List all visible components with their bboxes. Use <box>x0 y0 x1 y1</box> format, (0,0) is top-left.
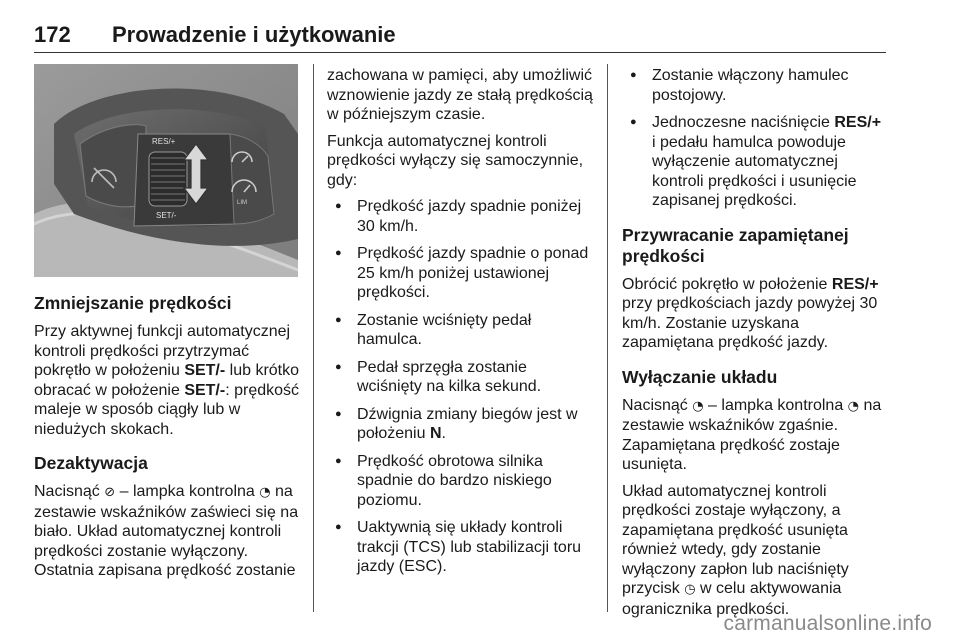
list-item: ● Uaktywnią się układy kontroli trakcji (TCS) lub stabilizacji toru jazdy (ESC). <box>327 518 595 577</box>
list-item: ● Zostanie włączony hamulec postojowy. <box>622 66 888 105</box>
column-divider <box>313 64 314 612</box>
steering-wheel-controls-figure <box>34 64 298 277</box>
paragraph-switch-off: Nacisnąć ◔ – lampka kontrolna ◔ na zestawie wskaźników zgaśnie. Zapamiętana prędkość zostaje usunięta. <box>622 396 882 473</box>
page-title: Prowadzenie i użytkowanie <box>112 22 396 47</box>
list-item: ● Dźwignia zmiany biegów jest w położeniu N. <box>327 405 595 444</box>
list-item: ● Zostanie wciśnięty pedał hamulca. <box>327 311 595 350</box>
paragraph-reduce-speed: Przy aktywnej funkcji automatycznej kontroli prędkości przytrzymać pokrętło w położeniu SET/- lub krótko obracać w położenie SET/-: prędkość maleje w sposób ciągły lub w niedużych skokach. <box>34 323 300 438</box>
auto-off-conditions-list <box>327 197 595 577</box>
section-heading-deactivation: Dezaktywacja <box>34 453 148 473</box>
list-item: ● Prędkość obrotowa silnika spadnie do bardzo niskiego poziomu. <box>327 452 595 511</box>
page-number: 172 <box>34 22 71 47</box>
auto-off-conditions-list-continued <box>622 66 888 211</box>
watermark: carmanualsonline.info <box>723 612 932 635</box>
cruise-control-icon: ◔ <box>847 398 860 414</box>
cruise-control-icon: ◔ <box>259 485 271 500</box>
list-item: ● Pedał sprzęgła zostanie wciśnięty na kilka sekund. <box>327 358 595 397</box>
paragraph-continued: zachowana w pamięci, aby umożliwić wznowienie jazdy ze stałą prędkością w późniejszym czasie. <box>327 67 593 123</box>
cruise-control-icon: ◔ <box>692 398 704 414</box>
paragraph-restore-speed: Obrócić pokrętło w położenie RES/+ przy prędkościach jazdy powyżej 30 km/h. Zostanie uzyskana zapamiętana prędkość jazdy. <box>622 275 879 351</box>
steering-wheel-illustration <box>34 64 298 277</box>
section-heading-switch-off: Wyłączanie układu <box>622 366 778 387</box>
section-heading-reduce-speed: Zmniejszanie prędkości <box>34 293 232 313</box>
section-heading-restore-speed: Przywracanie zapamiętanej prędkości <box>622 224 849 266</box>
set-minus-label: SET/- <box>156 211 177 220</box>
res-plus-label: RES/+ <box>152 137 176 146</box>
paragraph-auto-off: Funkcja automatycznej kontroli prędkości wyłączy się samoczynnie, gdy: <box>327 132 584 189</box>
list-item: ● Prędkość jazdy spadnie o ponad 25 km/h poniżej ustawionej prędkości. <box>327 244 595 303</box>
cruise-control-cancel-icon: ⊘ <box>104 485 116 500</box>
column-1 <box>34 64 300 588</box>
paragraph-ignition-off: Układ automatycznej kontroli prędkości zostaje wyłączony, a zapamiętana prędkość usunięta również wtedy, gdy zostanie wyłączony zapłon lub naciśnięty przycisk ◷ w celu aktywowania ogranicznika prędkości. <box>622 482 849 618</box>
column-2 <box>327 66 595 585</box>
list-item: ● Prędkość jazdy spadnie poniżej 30 km/h. <box>327 197 595 236</box>
column-divider <box>607 64 608 612</box>
list-item: ● Jednoczesne naciśnięcie RES/+ i pedału hamulca powoduje wyłączenie automatycznej kontroli prędkości i usunięcie zapisanej prędkości. <box>622 113 888 211</box>
lim-label: LIM <box>237 200 248 206</box>
speed-limiter-icon: ◷ <box>684 582 696 597</box>
page-header <box>34 22 886 53</box>
column-3 <box>622 66 888 626</box>
paragraph-deactivation: Nacisnąć ⊘ – lampka kontrolna ◔ na zestawie wskaźników zaświeci się na biało. Układ automatycznej kontroli prędkości zostanie wyłączony. Ostatnia zapisana prędkość zostanie <box>34 483 299 579</box>
